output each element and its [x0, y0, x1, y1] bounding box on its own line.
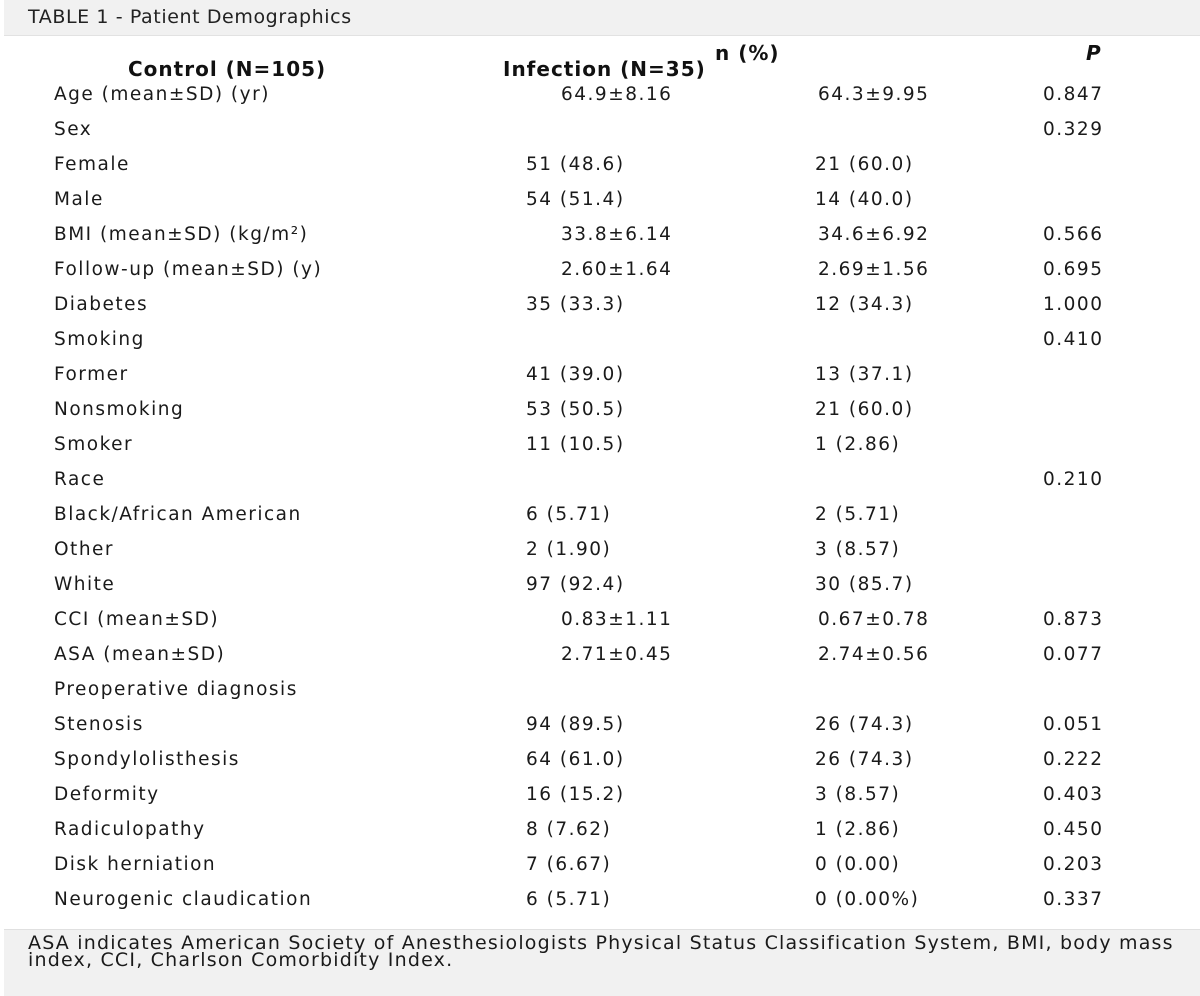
row-label: Black/African American — [54, 504, 302, 525]
cell-control: 64.9±8.16 — [561, 84, 673, 105]
cell-infection: 21 (60.0) — [815, 399, 914, 420]
cell-control: 53 (50.5) — [526, 399, 625, 420]
cell-control: 6 (5.71) — [526, 504, 612, 525]
cell-p-value: 0.695 — [1043, 259, 1104, 280]
row-label: CCI (mean±SD) — [54, 609, 220, 630]
row-label: Race — [54, 469, 106, 490]
row-label: Neurogenic claudication — [54, 889, 313, 910]
column-header-infection: Infection (N=35) — [503, 57, 706, 81]
cell-p-value: 0.450 — [1043, 819, 1104, 840]
table-row — [0, 154, 1200, 189]
table-row — [0, 469, 1200, 504]
cell-p-value: 0.051 — [1043, 714, 1104, 735]
column-header-p: P — [1086, 41, 1102, 65]
cell-infection: 0 (0.00%) — [815, 889, 920, 910]
table-row — [0, 539, 1200, 574]
row-label: Age (mean±SD) (yr) — [54, 84, 270, 105]
table-row — [0, 294, 1200, 329]
table-title-bar — [4, 0, 1200, 36]
row-label: Radiculopathy — [54, 819, 206, 840]
row-label: Disk herniation — [54, 854, 217, 875]
row-label: BMI (mean±SD) (kg/m²) — [54, 224, 309, 245]
cell-infection: 1 (2.86) — [815, 434, 901, 455]
table-title: TABLE 1 - Patient Demographics — [28, 6, 352, 28]
cell-control: 2.60±1.64 — [561, 259, 673, 280]
row-label: Spondylolisthesis — [54, 749, 240, 770]
table-row — [0, 749, 1200, 784]
cell-control: 64 (61.0) — [526, 749, 625, 770]
cell-control: 97 (92.4) — [526, 574, 625, 595]
row-label: Male — [54, 189, 104, 210]
row-label: Former — [54, 364, 129, 385]
table-row — [0, 644, 1200, 679]
cell-infection: 2.69±1.56 — [818, 259, 930, 280]
cell-p-value: 0.873 — [1043, 609, 1104, 630]
cell-p-value: 0.329 — [1043, 119, 1104, 140]
cell-infection: 64.3±9.95 — [818, 84, 930, 105]
cell-infection: 3 (8.57) — [815, 784, 901, 805]
table-row — [0, 189, 1200, 224]
table-row — [0, 574, 1200, 609]
row-label: Smoker — [54, 434, 134, 455]
table-row — [0, 119, 1200, 154]
cell-p-value: 0.337 — [1043, 889, 1104, 910]
table-footnote — [4, 929, 1200, 996]
row-label: Follow-up (mean±SD) (y) — [54, 259, 323, 280]
cell-control: 54 (51.4) — [526, 189, 625, 210]
cell-control: 41 (39.0) — [526, 364, 625, 385]
cell-control: 35 (33.3) — [526, 294, 625, 315]
cell-infection: 3 (8.57) — [815, 539, 901, 560]
cell-control: 2.71±0.45 — [561, 644, 673, 665]
cell-control: 51 (48.6) — [526, 154, 625, 175]
row-label: Female — [54, 154, 130, 175]
column-header-control: Control (N=105) — [128, 57, 327, 81]
table-row — [0, 434, 1200, 469]
cell-infection: 0.67±0.78 — [818, 609, 930, 630]
cell-control: 11 (10.5) — [526, 434, 625, 455]
row-label: Diabetes — [54, 294, 149, 315]
row-label: Stenosis — [54, 714, 144, 735]
cell-infection: 26 (74.3) — [815, 714, 914, 735]
cell-control: 33.8±6.14 — [561, 224, 673, 245]
table-row — [0, 259, 1200, 294]
footnote-text: ASA indicates American Society of Anesthesiologists Physical Status Classification System, BMI, body mass index, CCI, Charlson Comorbidity Index. — [28, 932, 1174, 971]
table-row — [0, 399, 1200, 434]
table-row — [0, 364, 1200, 399]
cell-p-value: 0.410 — [1043, 329, 1104, 350]
cell-p-value: 0.077 — [1043, 644, 1104, 665]
cell-infection: 2.74±0.56 — [818, 644, 930, 665]
cell-p-value: 0.847 — [1043, 84, 1104, 105]
table-row — [0, 889, 1200, 924]
row-label: Other — [54, 539, 115, 560]
cell-control: 6 (5.71) — [526, 889, 612, 910]
row-label: Deformity — [54, 784, 160, 805]
column-group-header: n (%) — [715, 41, 780, 65]
table-row — [0, 84, 1200, 119]
row-label: Nonsmoking — [54, 399, 185, 420]
cell-infection: 2 (5.71) — [815, 504, 901, 525]
cell-infection: 1 (2.86) — [815, 819, 901, 840]
table-row — [0, 504, 1200, 539]
cell-infection: 0 (0.00) — [815, 854, 901, 875]
cell-infection: 30 (85.7) — [815, 574, 914, 595]
cell-p-value: 0.566 — [1043, 224, 1104, 245]
cell-control: 0.83±1.11 — [561, 609, 673, 630]
cell-control: 8 (7.62) — [526, 819, 612, 840]
table-row — [0, 679, 1200, 714]
table-row — [0, 329, 1200, 364]
cell-p-value: 0.203 — [1043, 854, 1104, 875]
table-row — [0, 224, 1200, 259]
cell-control: 16 (15.2) — [526, 784, 625, 805]
table-row — [0, 854, 1200, 889]
row-label: Sex — [54, 119, 93, 140]
cell-p-value: 0.403 — [1043, 784, 1104, 805]
cell-p-value: 0.222 — [1043, 749, 1104, 770]
cell-infection: 14 (40.0) — [815, 189, 914, 210]
table-row — [0, 784, 1200, 819]
row-label: ASA (mean±SD) — [54, 644, 226, 665]
cell-infection: 13 (37.1) — [815, 364, 914, 385]
cell-p-value: 1.000 — [1043, 294, 1104, 315]
cell-control: 2 (1.90) — [526, 539, 612, 560]
row-label: Smoking — [54, 329, 145, 350]
table-row — [0, 714, 1200, 749]
table-row — [0, 609, 1200, 644]
cell-infection: 12 (34.3) — [815, 294, 914, 315]
cell-control: 7 (6.67) — [526, 854, 612, 875]
cell-infection: 21 (60.0) — [815, 154, 914, 175]
cell-infection: 34.6±6.92 — [818, 224, 930, 245]
cell-infection: 26 (74.3) — [815, 749, 914, 770]
cell-p-value: 0.210 — [1043, 469, 1104, 490]
row-label: Preoperative diagnosis — [54, 679, 298, 700]
cell-control: 94 (89.5) — [526, 714, 625, 735]
row-label: White — [54, 574, 116, 595]
table-row — [0, 819, 1200, 854]
